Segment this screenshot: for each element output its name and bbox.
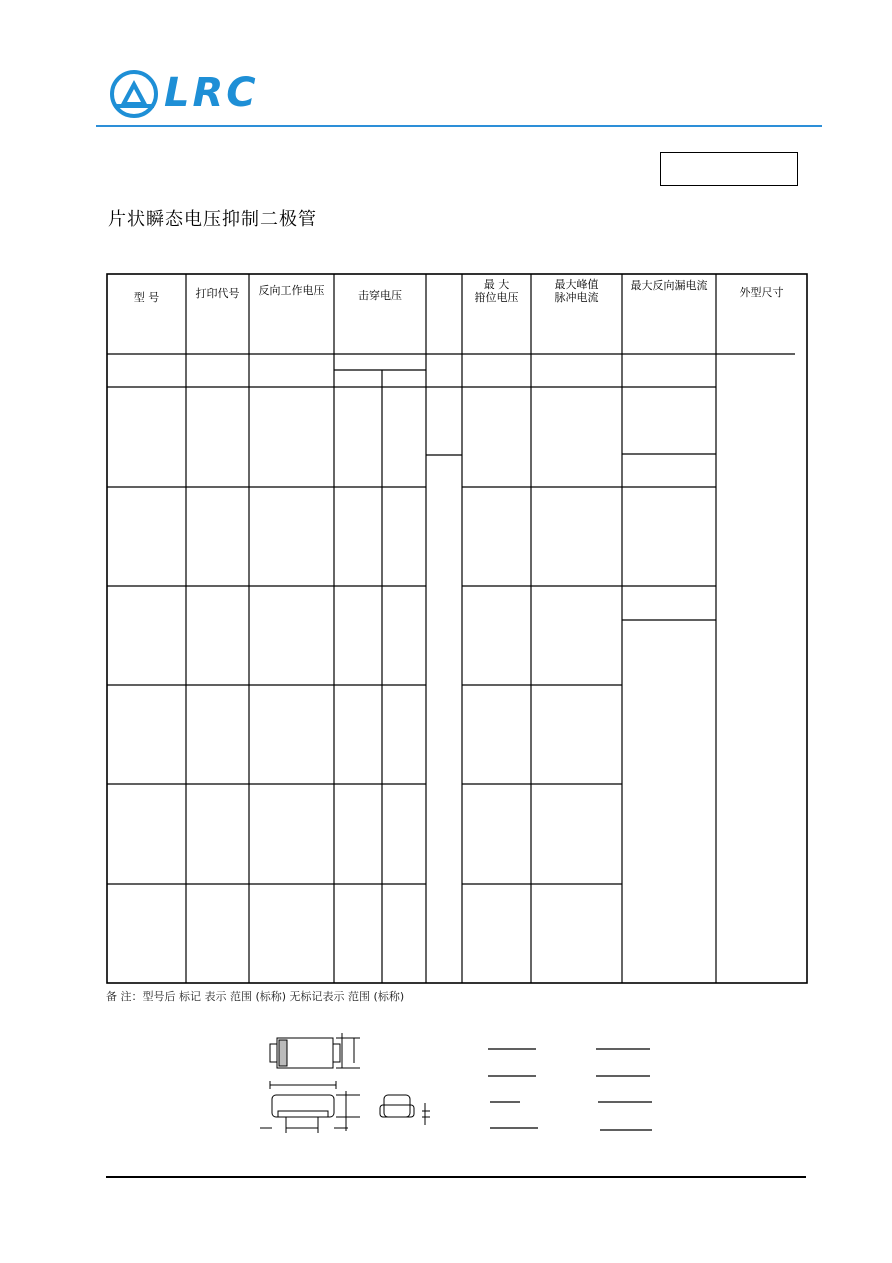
header-peak-pulse-line1: 最大峰值 [554, 278, 599, 291]
header-peak-pulse [531, 278, 622, 304]
header-max-clamp [462, 278, 531, 304]
header-max-clamp-line1: 最 大 [483, 278, 510, 291]
footer-divider [106, 1176, 806, 1178]
header-marking: 打印代号 [195, 287, 240, 300]
header-package: 外型尺寸 [739, 286, 784, 299]
header-peak-pulse-line2: 脉冲电流 [554, 291, 599, 304]
logo-text: LRC [164, 70, 259, 116]
package-dimension-drawing [250, 1025, 450, 1135]
header-leakage: 最大反向漏电流 [630, 279, 708, 292]
header-reverse-voltage: 反向工作电压 [258, 284, 325, 297]
header-breakdown-voltage: 击穿电压 [358, 289, 402, 302]
page-title: 片状瞬态电压抑制二极管 [108, 209, 317, 230]
header-max-clamp-line2: 箝位电压 [474, 291, 519, 304]
header-model: 型 号 [133, 291, 160, 304]
footnote: 备 注：型号后 标记 表示 范围 (标称) 无标记表示 范围 (标称) [106, 990, 405, 1003]
dimension-values-table [480, 1040, 660, 1140]
